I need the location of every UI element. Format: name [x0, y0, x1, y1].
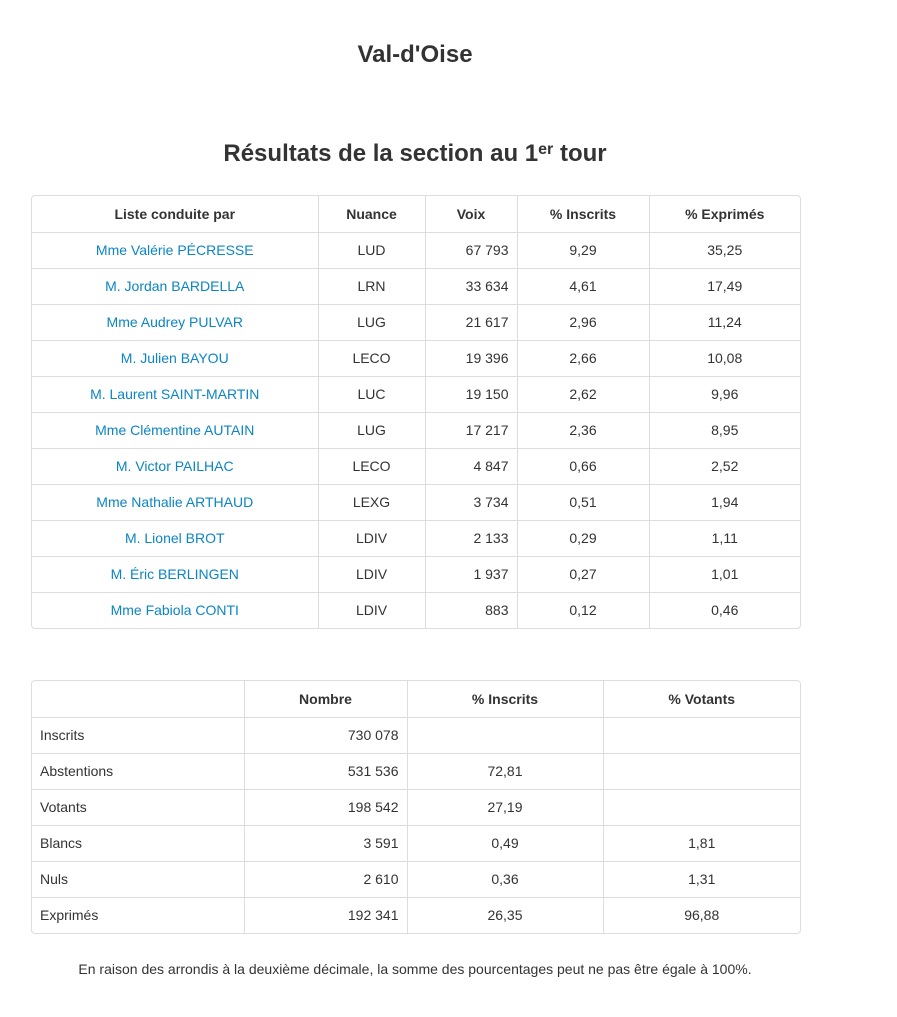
voix-cell: 4 847	[425, 448, 517, 484]
pct-inscrits-cell: 0,66	[517, 448, 649, 484]
stats-table-wrapper	[31, 680, 801, 934]
candidate-row	[32, 340, 800, 376]
pct-exprimes-cell: 10,08	[649, 340, 800, 376]
stats-pct-votants-cell: 1,31	[603, 861, 800, 897]
candidate-row	[32, 304, 800, 340]
candidate-row	[32, 268, 800, 304]
nuance-cell: LDIV	[318, 520, 425, 556]
pct-exprimes-cell: 35,25	[649, 232, 800, 268]
voix-cell: 3 734	[425, 484, 517, 520]
section-title-sup: er	[538, 141, 554, 158]
pct-inscrits-cell: 0,27	[517, 556, 649, 592]
pct-exprimes-cell: 11,24	[649, 304, 800, 340]
header-pct-votants: % Votants	[603, 681, 800, 717]
candidate-row	[32, 556, 800, 592]
pct-exprimes-cell: 0,46	[649, 592, 800, 628]
stats-nombre-cell: 3 591	[244, 825, 407, 861]
pct-inscrits-cell: 2,96	[517, 304, 649, 340]
stats-label-cell: Nuls	[32, 861, 244, 897]
candidate-link[interactable]: Mme Audrey PULVAR	[106, 314, 243, 330]
section-title-prefix: Résultats de la section au 1	[223, 140, 539, 167]
nuance-cell: LUG	[318, 304, 425, 340]
stats-table	[32, 681, 800, 933]
stats-row	[32, 825, 800, 861]
voix-cell: 33 634	[425, 268, 517, 304]
voix-cell: 19 396	[425, 340, 517, 376]
candidate-row	[32, 232, 800, 268]
pct-inscrits-cell: 0,51	[517, 484, 649, 520]
pct-inscrits-cell: 2,36	[517, 412, 649, 448]
candidate-name-cell	[32, 592, 318, 628]
pct-exprimes-cell: 17,49	[649, 268, 800, 304]
pct-inscrits-cell: 2,62	[517, 376, 649, 412]
candidate-link[interactable]: Mme Fabiola CONTI	[110, 602, 239, 619]
stats-pct-votants-cell	[603, 789, 800, 825]
stats-label-cell: Blancs	[32, 825, 244, 861]
nuance-cell: LUD	[318, 232, 425, 268]
stats-row	[32, 753, 800, 789]
candidate-link[interactable]: M. Jordan BARDELLA	[105, 278, 245, 294]
stats-nombre-cell: 192 341	[244, 897, 407, 933]
candidate-link[interactable]: Mme Clémentine AUTAIN	[95, 422, 255, 438]
candidate-name-cell	[32, 520, 318, 556]
header-nuance: Nuance	[318, 196, 425, 232]
header-voix: Voix	[425, 196, 517, 232]
nuance-cell: LDIV	[318, 592, 425, 628]
stats-header-row	[32, 681, 800, 717]
stats-pct-inscrits-cell: 27,19	[407, 789, 603, 825]
stats-pct-votants-cell	[603, 753, 800, 789]
candidate-name-cell	[32, 232, 318, 268]
results-table-wrapper	[31, 195, 801, 629]
voix-cell: 2 133	[425, 520, 517, 556]
header-nombre: Nombre	[244, 681, 407, 717]
pct-inscrits-cell: 4,61	[517, 268, 649, 304]
section-title	[0, 136, 830, 172]
candidate-link[interactable]: Mme Nathalie ARTHAUD	[96, 494, 254, 510]
candidate-name-cell	[32, 376, 318, 412]
department-title: Val-d'Oise	[357, 41, 473, 68]
stats-pct-inscrits-cell: 0,49	[407, 825, 603, 861]
pct-exprimes-cell: 8,95	[649, 412, 800, 448]
stats-nombre-cell: 198 542	[244, 789, 407, 825]
candidate-row	[32, 376, 800, 412]
stats-label-cell: Exprimés	[32, 897, 244, 933]
candidate-name-cell	[32, 484, 318, 520]
candidate-row	[32, 592, 800, 628]
stats-nombre-cell: 730 078	[244, 717, 407, 753]
stats-pct-inscrits-cell: 0,36	[407, 861, 603, 897]
voix-cell: 17 217	[425, 412, 517, 448]
voix-cell: 19 150	[425, 376, 517, 412]
header-pct-exprimes: % Exprimés	[649, 196, 800, 232]
candidate-link[interactable]: M. Laurent SAINT-MARTIN	[90, 386, 260, 402]
stats-row	[32, 789, 800, 825]
candidate-name-cell	[32, 412, 318, 448]
candidate-row	[32, 412, 800, 448]
voix-cell: 67 793	[425, 232, 517, 268]
pct-inscrits-cell: 0,29	[517, 520, 649, 556]
stats-nombre-cell: 2 610	[244, 861, 407, 897]
candidate-row	[32, 484, 800, 520]
pct-inscrits-cell: 0,12	[517, 592, 649, 628]
footnote: En raison des arrondis à la deuxième décimale, la somme des pourcentages peut ne pas être égale à 100%.	[78, 961, 752, 977]
stats-row	[32, 897, 800, 933]
nuance-cell: LDIV	[318, 556, 425, 592]
results-table	[32, 196, 800, 628]
pct-exprimes-cell: 1,94	[649, 484, 800, 520]
header-pct-inscrits: % Inscrits	[517, 196, 649, 232]
pct-exprimes-cell: 2,52	[649, 448, 800, 484]
candidate-row	[32, 520, 800, 556]
nuance-cell: LUC	[318, 376, 425, 412]
candidate-name-cell	[32, 556, 318, 592]
pct-exprimes-cell: 1,01	[649, 556, 800, 592]
candidate-link[interactable]: M. Julien BAYOU	[120, 350, 229, 366]
stats-row	[32, 717, 800, 753]
stats-label-cell: Inscrits	[32, 717, 244, 753]
nuance-cell: LEXG	[318, 484, 425, 520]
voix-cell: 883	[425, 592, 517, 628]
nuance-cell: LRN	[318, 268, 425, 304]
stats-pct-inscrits-cell: 72,81	[407, 753, 603, 789]
nuance-cell: LUG	[318, 412, 425, 448]
candidate-link[interactable]: M. Victor PAILHAC	[115, 458, 234, 474]
pct-exprimes-cell: 1,11	[649, 520, 800, 556]
section-title-suffix: tour	[553, 140, 607, 167]
pct-inscrits-cell: 2,66	[517, 340, 649, 376]
header-empty	[32, 681, 244, 717]
stats-pct-votants-cell: 96,88	[603, 897, 800, 933]
candidate-link[interactable]: M. Éric BERLINGEN	[110, 566, 239, 582]
pct-exprimes-cell: 9,96	[649, 376, 800, 412]
stats-label-cell: Abstentions	[32, 753, 244, 789]
stats-row	[32, 861, 800, 897]
candidate-name-cell	[32, 304, 318, 340]
stats-label-cell: Votants	[32, 789, 244, 825]
candidate-link[interactable]: M. Lionel BROT	[124, 530, 225, 546]
stats-pct-inscrits-cell	[407, 717, 603, 753]
nuance-cell: LECO	[318, 340, 425, 376]
candidate-row	[32, 448, 800, 484]
voix-cell: 1 937	[425, 556, 517, 592]
nuance-cell: LECO	[318, 448, 425, 484]
candidate-name-cell	[32, 448, 318, 484]
pct-inscrits-cell: 9,29	[517, 232, 649, 268]
stats-nombre-cell: 531 536	[244, 753, 407, 789]
candidate-name-cell	[32, 340, 318, 376]
stats-pct-inscrits-cell: 26,35	[407, 897, 603, 933]
candidate-link[interactable]: Mme Valérie PÉCRESSE	[95, 242, 254, 258]
stats-pct-votants-cell	[603, 717, 800, 753]
candidate-name-cell	[32, 268, 318, 304]
results-header-row	[32, 196, 800, 232]
voix-cell: 21 617	[425, 304, 517, 340]
header-liste: Liste conduite par	[32, 196, 318, 232]
header-pct-inscrits: % Inscrits	[407, 681, 603, 717]
stats-pct-votants-cell: 1,81	[603, 825, 800, 861]
